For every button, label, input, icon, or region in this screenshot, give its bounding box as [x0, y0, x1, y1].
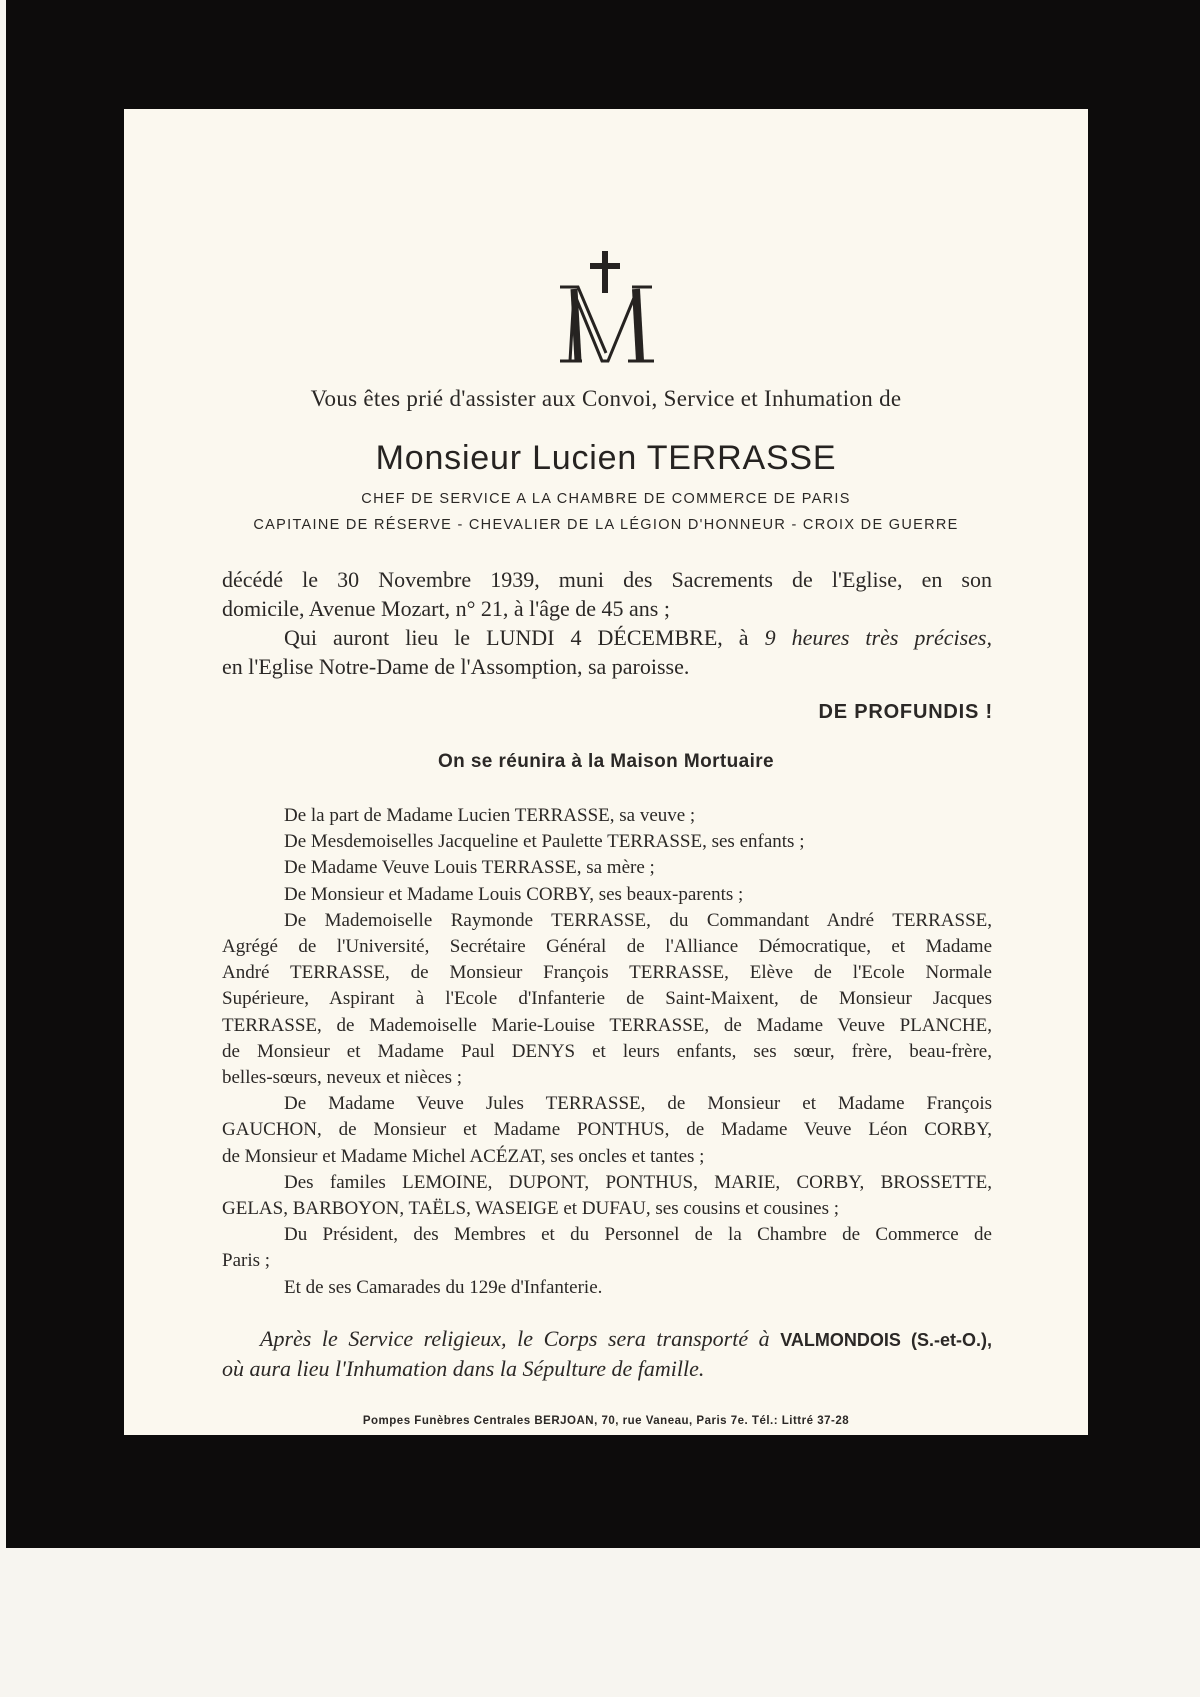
family-line: De Mesdemoiselles Jacqueline et Paulette TERRASSE, ses enfants ; — [284, 831, 805, 853]
family-line: Et de ses Camarades du 129e d'Infanterie. — [284, 1276, 603, 1298]
family-line: Paris ; — [222, 1250, 271, 1272]
cross-m-monogram-icon — [124, 249, 1088, 369]
black-mourning-border — [6, 0, 1200, 1548]
family-line: Supérieure, Aspirant à l'Ecole d'Infanterie de Saint-Maixent, de Monsieur Jacques — [222, 988, 992, 1010]
family-line: De Madame Veuve Louis TERRASSE, sa mère ; — [284, 857, 655, 879]
closing-line-2: où aura lieu l'Inhumation dans la Sépulture de famille. — [222, 1356, 705, 1381]
death-paragraph-line-1: décédé le 30 Novembre 1939, muni des Sacrements de l'Eglise, en son — [222, 567, 992, 592]
family-line: belles-sœurs, neveux et nièces ; — [222, 1067, 463, 1088]
service-line-start: Qui auront lieu le LUNDI 4 DÉCEMBRE, à — [284, 625, 749, 650]
funeral-home-footer: Pompes Funèbres Centrales BERJOAN, 70, rue Vaneau, Paris 7e. Tél.: Littré 37-28 — [362, 1415, 850, 1427]
death-paragraph-line-2: domicile, Avenue Mozart, n° 21, à l'âge de 45 ans ; — [222, 596, 670, 621]
family-line: de Monsieur et Madame Paul DENYS et leurs enfants, ses sœur, frère, beau-frère, — [222, 1040, 992, 1062]
service-line-1 — [222, 623, 992, 652]
family-line: de Monsieur et Madame Michel ACÉZAT, ses oncles et tantes ; — [222, 1145, 705, 1167]
service-line-2: en l'Eglise Notre-Dame de l'Assomption, sa paroisse. — [222, 654, 690, 679]
family-line: Du Président, des Membres et du Personnel de la Chambre de Commerce de — [284, 1224, 992, 1246]
gathering-note: On se réunira à la Maison Mortuaire — [437, 751, 775, 772]
family-line: De Mademoiselle Raymonde TERRASSE, du Commandant André TERRASSE, — [284, 909, 992, 931]
service-time: 9 heures très précises, — [764, 625, 992, 650]
family-line: GELAS, BARBOYON, TAËLS, WASEIGE et DUFAU, ses cousins et cousines ; — [222, 1198, 840, 1219]
family-line: GAUCHON, de Monsieur et Madame PONTHUS, de Madame Veuve Léon CORBY, — [222, 1119, 992, 1141]
family-line: De Monsieur et Madame Louis CORBY, ses beaux-parents ; — [284, 883, 744, 905]
deceased-title-line-2: CAPITAINE DE RÉSERVE - CHEVALIER DE LA LÉGION D'HONNEUR - CROIX DE GUERRE — [253, 517, 959, 533]
family-line: Agrégé de l'Université, Secrétaire Général de l'Alliance Démocratique, et Madame — [222, 936, 992, 957]
deceased-title-line-1: CHEF DE SERVICE A LA CHAMBRE DE COMMERCE DE PARIS — [361, 491, 851, 507]
invitation-intro: Vous êtes prié d'assister aux Convoi, Service et Inhumation de — [310, 386, 902, 411]
family-line: De la part de Madame Lucien TERRASSE, sa veuve ; — [284, 805, 696, 826]
closing-italic-1: Après le Service religieux, le Corps sera transporté à — [260, 1326, 770, 1351]
family-line: Des familes LEMOINE, DUPONT, PONTHUS, MARIE, CORBY, BROSSETTE, — [284, 1171, 992, 1193]
family-line: TERRASSE, de Mademoiselle Marie-Louise TERRASSE, de Madame Veuve PLANCHE, — [222, 1014, 992, 1036]
closing-place: VALMONDOIS (S.-et-O.), — [780, 1330, 992, 1350]
family-line: André TERRASSE, de Monsieur François TERRASSE, Elève de l'Ecole Normale — [222, 962, 992, 984]
de-profundis: DE PROFUNDIS ! — [818, 701, 993, 723]
funeral-notice-card — [124, 109, 1088, 1435]
closing-line-1 — [222, 1326, 992, 1352]
deceased-name: Monsieur Lucien TERRASSE — [375, 439, 837, 477]
family-line: De Madame Veuve Jules TERRASSE, de Monsieur et Madame François — [284, 1093, 992, 1115]
